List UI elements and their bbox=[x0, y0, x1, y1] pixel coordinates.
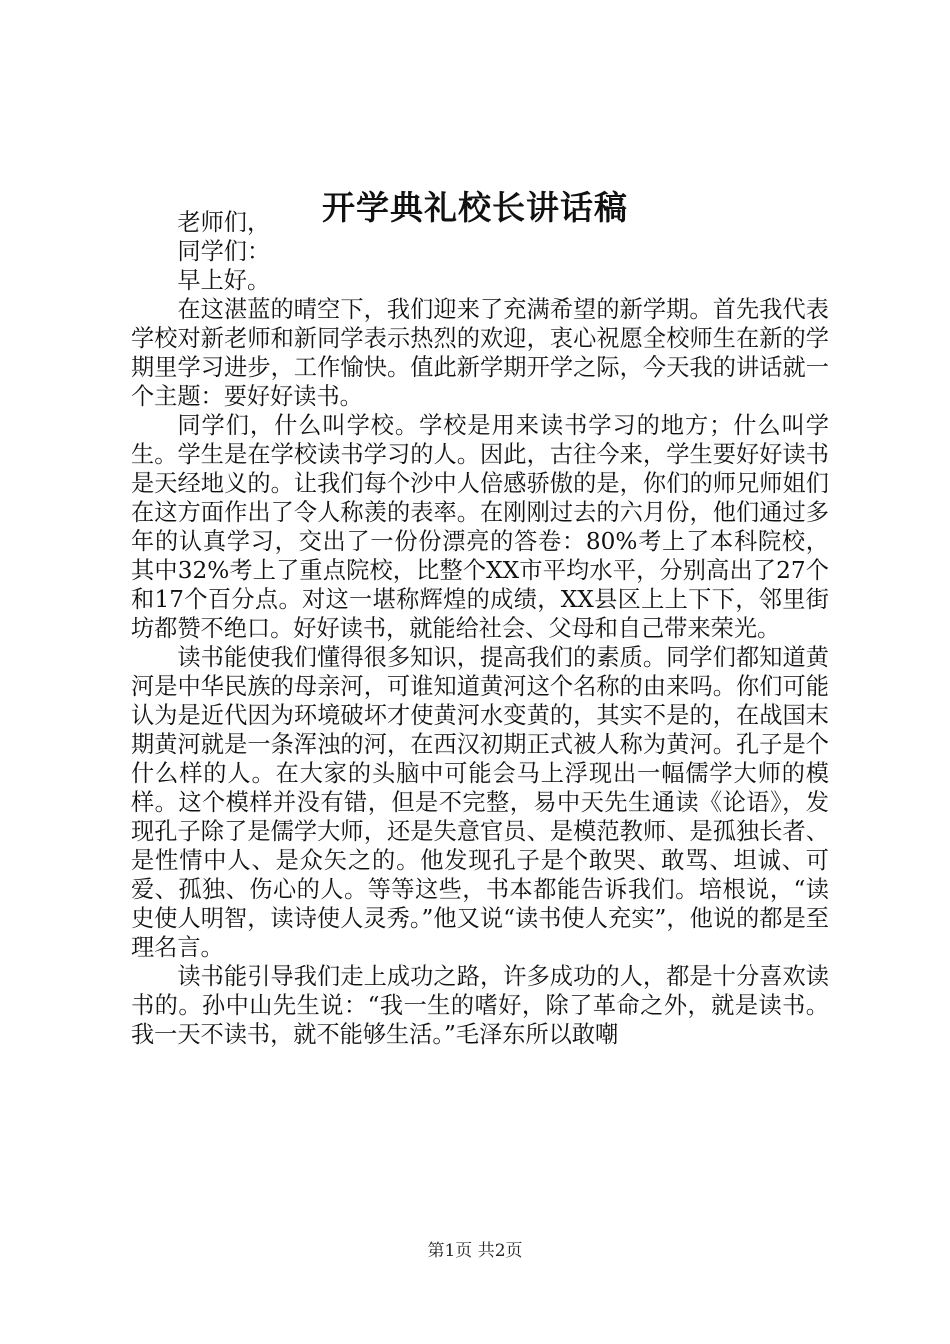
document-title: 开学典礼校长讲话稿 bbox=[322, 188, 628, 227]
paragraph-success: 读书能引导我们走上成功之路，许多成功的人，都是十分喜欢读书的。孙中山先生说：“我一生的嗜好，除了革命之外，就是读书。我一天不读书，就不能够生活。”毛泽东所以敢嘲 bbox=[131, 963, 829, 1048]
page-number: 第1页 共2页 bbox=[427, 1241, 523, 1261]
paragraph-school-meaning: 同学们，什么叫学校。学校是用来读书学习的地方；什么叫学生。学生是在学校读书学习的人。因此，古往今来，学生要好好读书是天经地义的。让我们每个沙中人倍感骄傲的是，你们的师兄师姐们在这方面作出了令人称羡的表率。在刚刚过去的六月份，他们通过多年的认真学习，交出了一份份漂亮的答卷：80%考上了本科院校，其中32%考上了重点院校，比整个XX市平均水平，分别高出了27个和17个百分点。对这一堪称辉煌的成绩，XX县区上上下下，邻里街坊都赞不绝口。好好读书，就能给社会、父母和自己带来荣光。 bbox=[131, 412, 829, 642]
greeting: 早上好。 bbox=[177, 267, 271, 294]
paragraph-opening: 在这湛蓝的晴空下，我们迎来了充满希望的新学期。首先我代表学校对新老师和新同学表示热烈的欢迎，衷心祝愿全校师生在新的学期里学习进步，工作愉快。值此新学期开学之际，今天我的讲话就一个主题：要好好读书。 bbox=[131, 296, 829, 410]
salutation-students: 同学们： bbox=[177, 238, 271, 265]
salutation-teachers: 老师们， bbox=[177, 209, 271, 236]
paragraph-knowledge: 读书能使我们懂得很多知识，提高我们的素质。同学们都知道黄河是中华民族的母亲河，可谁知道黄河这个名称的由来吗。你们可能认为是近代因为环境破坏才使黄河水变黄的，其实不是的，在战国末期黄河就是一条浑浊的河，在西汉初期正式被人称为黄河。孔子是个什么样的人。在大家的头脑中可能会马上浮现出一幅儒学大师的模样。这个模样并没有错，但是不完整，易中天先生通读《论语》，发现孔子除了是儒学大师，还是失意官员、是模范教师、是孤独长者、是性情中人、是众矢之的。他发现孔子是个敢哭、敢骂、坦诚、可爱、孤独、伤心的人。等等这些，书本都能告诉我们。培根说，“读史使人明智，读诗使人灵秀。”他又说“读书使人充实”，他说的都是至理名言。 bbox=[131, 644, 829, 961]
document-body bbox=[131, 208, 829, 1049]
